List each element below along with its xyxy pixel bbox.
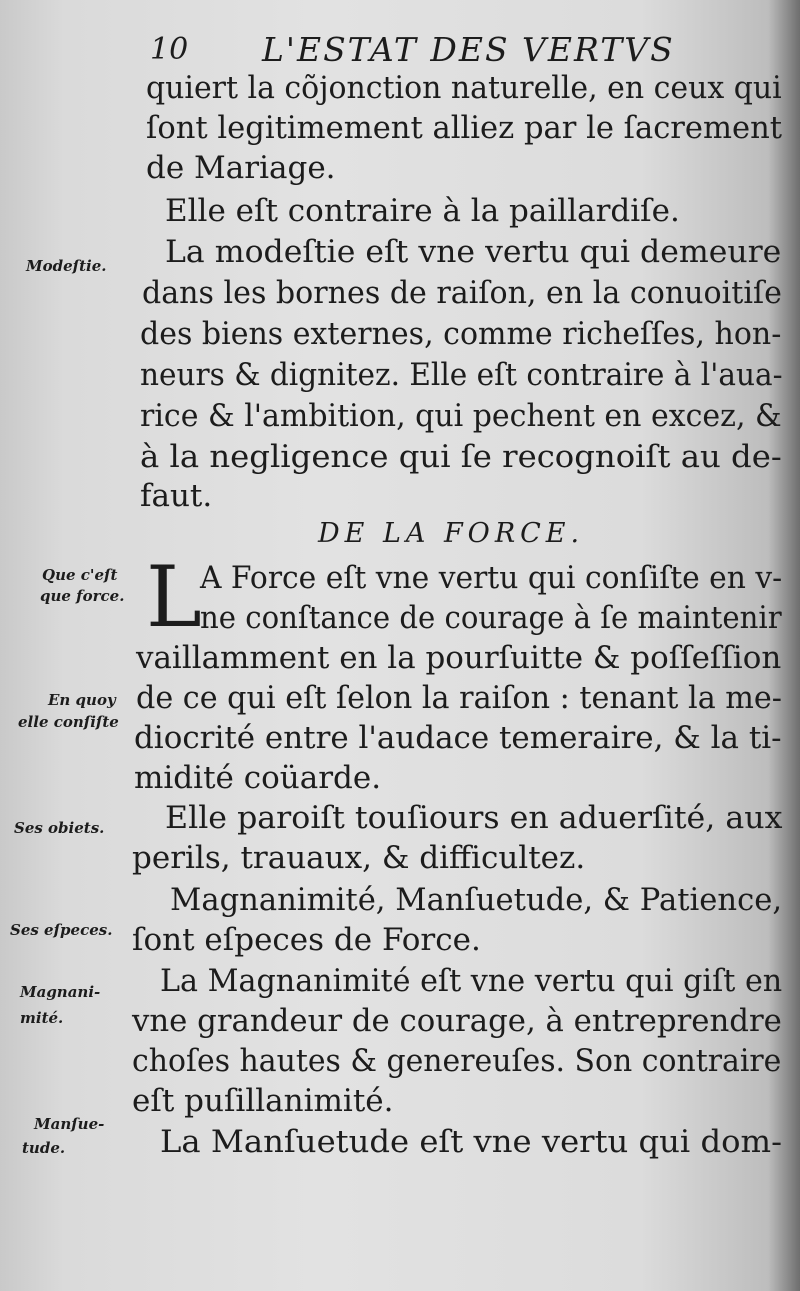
text-line: La Magnanimité eſt vne vertu qui giſt en xyxy=(160,963,783,999)
margin-note: Ses obiets. xyxy=(14,819,105,837)
text-line: à la negligence qui ſe recognoiſt au de- xyxy=(140,439,782,475)
text-line: A Force eſt vne vertu qui conſiſte en v- xyxy=(200,560,783,596)
text-line: neurs & dignitez. Elle eſt contraire à l'aua- xyxy=(140,357,783,393)
text-line: de Mariage. xyxy=(146,150,336,186)
margin-note: Manſue- xyxy=(34,1115,105,1133)
text-line: eſt puſillanimité. xyxy=(132,1083,394,1119)
text-line: ſont legitimement alliez par le ſacrement xyxy=(146,110,783,146)
margin-note: Modeſtie. xyxy=(26,257,107,275)
text-line: des biens externes, comme richeſſes, hon- xyxy=(140,316,782,352)
margin-note: mité. xyxy=(20,1009,64,1027)
text-line: La Manſuetude eſt vne vertu qui dom- xyxy=(160,1124,783,1160)
text-line: midité coüarde. xyxy=(134,760,382,796)
margin-note: Ses eſpeces. xyxy=(10,921,113,939)
text-line: ne conſtance de courage à ſe maintenir xyxy=(200,600,782,636)
margin-note: que force. xyxy=(40,587,125,605)
text-line: ſont eſpeces de Force. xyxy=(132,922,481,958)
text-line: quiert la cõjonction naturelle, en ceux qui xyxy=(146,70,782,106)
text-line: vaillamment en la pourſuitte & poſſeſſion xyxy=(136,640,782,676)
text-line: vne grandeur de courage, à entreprendre xyxy=(132,1003,782,1039)
page-header xyxy=(0,30,800,70)
text-line: choſes hautes & genereuſes. Son contraire xyxy=(132,1043,782,1079)
text-line: La modeſtie eſt vne vertu qui demeure xyxy=(165,234,782,270)
page-number: 10 xyxy=(150,32,189,67)
section-heading: DE LA FORCE. xyxy=(318,518,585,549)
text-line: perils, trauaux, & difficultez. xyxy=(132,840,586,876)
margin-note: Que c'eſt xyxy=(42,566,118,584)
margin-note: elle conſiſte xyxy=(18,713,119,731)
text-line: Elle eſt contraire à la paillardiſe. xyxy=(165,193,680,229)
margin-note: En quoy xyxy=(48,691,116,709)
margin-note: tude. xyxy=(22,1139,66,1157)
text-line: dans les bornes de raiſon, en la conuoitiſe xyxy=(142,275,782,311)
text-line: de ce qui eſt ſelon la raiſon : tenant la me- xyxy=(136,680,783,716)
drop-cap: L xyxy=(146,548,202,646)
text-line: faut. xyxy=(140,478,213,514)
running-title: L'ESTAT DES VERTVS xyxy=(262,30,675,69)
text-line: rice & l'ambition, qui pechent en excez, & xyxy=(140,398,782,434)
text-line: diocrité entre l'audace temeraire, & la ti- xyxy=(134,720,782,756)
text-line: Elle paroiſt touſiours en aduerſité, aux xyxy=(165,800,783,836)
margin-note: Magnani- xyxy=(20,983,101,1001)
text-line: Magnanimité, Manſuetude, & Patience, xyxy=(170,882,783,918)
